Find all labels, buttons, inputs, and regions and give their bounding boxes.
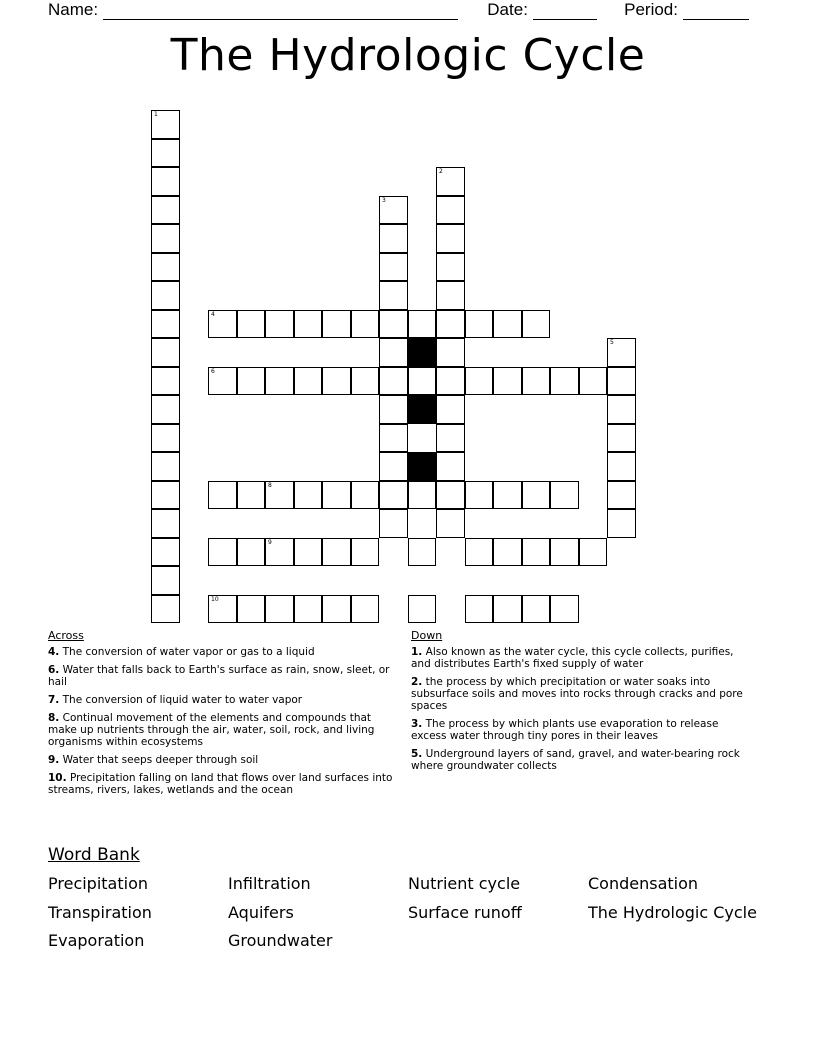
grid-cell[interactable]	[379, 196, 408, 225]
grid-cell[interactable]	[550, 367, 579, 396]
clue-num: 6.	[48, 664, 60, 676]
across-clue	[48, 772, 393, 796]
grid-cell[interactable]	[436, 167, 465, 196]
grid-cell[interactable]	[493, 595, 522, 624]
grid-cell[interactable]	[607, 338, 636, 367]
down-clues	[411, 630, 756, 778]
grid-cell[interactable]	[208, 538, 237, 567]
grid-cell[interactable]	[493, 538, 522, 567]
word-bank-item: Infiltration	[228, 874, 311, 893]
word-bank-item: Groundwater	[228, 931, 333, 950]
grid-cell[interactable]	[322, 595, 351, 624]
clue-num: 3.	[411, 718, 423, 730]
clue-number: 10	[211, 595, 219, 603]
grid-cell[interactable]	[550, 538, 579, 567]
across-clue	[48, 754, 393, 766]
grid-cell[interactable]	[379, 224, 408, 253]
grid-cell[interactable]	[379, 367, 408, 396]
black-square	[408, 338, 437, 367]
grid-cell[interactable]	[465, 595, 494, 624]
clue-number: 5	[610, 339, 614, 346]
grid-cell[interactable]	[379, 253, 408, 282]
grid-cell[interactable]	[436, 196, 465, 225]
across-clue	[48, 646, 393, 658]
grid-cell[interactable]	[151, 338, 180, 367]
across-heading: Across	[48, 629, 84, 642]
name-label: Name:	[48, 0, 99, 19]
grid-cell[interactable]	[265, 538, 294, 567]
grid-cell[interactable]	[237, 310, 266, 339]
grid-cell[interactable]	[493, 367, 522, 396]
clue-text: The conversion of liquid water to water vapor	[59, 694, 303, 706]
grid-cell[interactable]	[151, 310, 180, 339]
across-clue	[48, 664, 393, 688]
grid-cell[interactable]	[436, 224, 465, 253]
down-clue	[411, 748, 756, 772]
grid-cell[interactable]	[493, 481, 522, 510]
clue-num: 5.	[411, 748, 423, 760]
clue-text: Precipitation falling on land that flows over land surfaces into streams, rivers, lakes, wetlands and the ocean	[48, 772, 393, 796]
grid-cell[interactable]	[208, 481, 237, 510]
grid-cell[interactable]	[237, 481, 266, 510]
grid-cell[interactable]	[436, 253, 465, 282]
grid-cell[interactable]	[436, 338, 465, 367]
clue-num: 7.	[48, 694, 60, 706]
clue-number: 6	[211, 367, 215, 375]
grid-cell[interactable]	[151, 253, 180, 282]
grid-cell[interactable]	[607, 481, 636, 510]
clue-text: the process by which precipitation or water soaks into subsurface soils and moves into rocks through cracks and pore spaces	[411, 676, 743, 712]
grid-cell[interactable]	[436, 395, 465, 424]
grid-cell[interactable]	[151, 424, 180, 453]
grid-cell[interactable]	[294, 310, 323, 339]
grid-cell[interactable]	[265, 310, 294, 339]
grid-cell[interactable]	[607, 395, 636, 424]
across-clue	[48, 694, 393, 706]
grid-cell[interactable]	[607, 367, 636, 396]
clue-num: 1.	[411, 646, 423, 658]
grid-cell[interactable]	[151, 566, 180, 595]
grid-cell[interactable]	[408, 481, 437, 510]
grid-cell[interactable]	[351, 481, 380, 510]
grid-cell[interactable]	[265, 481, 294, 510]
page-title: The Hydrologic Cycle	[170, 30, 646, 81]
clue-number: 1	[154, 111, 158, 118]
grid-cell[interactable]	[465, 538, 494, 567]
grid-cell[interactable]	[379, 281, 408, 310]
grid-cell[interactable]	[522, 367, 551, 396]
grid-cell[interactable]	[151, 110, 180, 139]
grid-cell[interactable]	[294, 367, 323, 396]
clue-num: 9.	[48, 754, 60, 766]
period-label: Period:	[624, 0, 678, 19]
grid-cell[interactable]	[151, 196, 180, 225]
clue-num: 2.	[411, 676, 423, 688]
across-clue	[48, 712, 393, 748]
clue-text: Water that seeps deeper through soil	[59, 754, 259, 766]
grid-cell[interactable]	[151, 509, 180, 538]
grid-cell[interactable]	[208, 595, 237, 624]
clue-number: 2	[439, 168, 443, 175]
grid-cell[interactable]	[351, 538, 380, 567]
grid-cell[interactable]	[379, 395, 408, 424]
down-heading: Down	[411, 629, 443, 642]
grid-cell[interactable]	[436, 367, 465, 396]
grid-cell[interactable]	[351, 367, 380, 396]
grid-cell[interactable]	[322, 310, 351, 339]
clue-text: Underground layers of sand, gravel, and water-bearing rock where groundwater collects	[411, 748, 740, 772]
grid-cell[interactable]	[379, 481, 408, 510]
grid-cell[interactable]	[408, 538, 437, 567]
word-bank-item: Transpiration	[48, 902, 152, 922]
clue-number: 9	[268, 538, 272, 546]
grid-cell[interactable]	[379, 452, 408, 481]
word-bank-item: The Hydrologic Cycle	[588, 902, 757, 922]
grid-cell[interactable]	[294, 538, 323, 567]
grid-cell[interactable]	[379, 509, 408, 538]
grid-cell[interactable]	[379, 424, 408, 453]
grid-cell[interactable]	[151, 595, 180, 624]
clue-text: Continual movement of the elements and compounds that make up nutrients through the air, water, soil, rock, and living organisms within ecosystems	[48, 712, 375, 748]
grid-cell[interactable]	[436, 481, 465, 510]
down-clue	[411, 676, 756, 712]
grid-cell[interactable]	[436, 424, 465, 453]
black-square	[408, 452, 437, 481]
grid-cell[interactable]	[351, 595, 380, 624]
word-bank-heading: Word Bank	[48, 845, 140, 865]
clue-number: 8	[268, 481, 272, 489]
down-clue	[411, 646, 756, 670]
grid-cell[interactable]	[151, 395, 180, 424]
clue-num: 4.	[48, 646, 60, 658]
word-bank-item: Precipitation	[48, 874, 149, 893]
grid-cell[interactable]	[607, 424, 636, 453]
clue-text: The conversion of water vapor or gas to a liquid	[59, 646, 315, 658]
grid-cell[interactable]	[208, 367, 237, 396]
date-label: Date:	[487, 0, 528, 19]
grid-cell[interactable]	[579, 367, 608, 396]
grid-cell[interactable]	[522, 595, 551, 624]
word-bank-item: Nutrient cycle	[408, 874, 521, 893]
grid-cell[interactable]	[465, 481, 494, 510]
grid-cell[interactable]	[208, 310, 237, 339]
word-bank	[48, 874, 788, 960]
grid-cell[interactable]	[322, 481, 351, 510]
grid-cell[interactable]	[265, 367, 294, 396]
across-clues	[48, 630, 393, 802]
grid-cell[interactable]	[522, 538, 551, 567]
grid-cell[interactable]	[436, 310, 465, 339]
grid-cell[interactable]	[151, 139, 180, 168]
clue-num: 10.	[48, 772, 67, 784]
grid-cell[interactable]	[322, 538, 351, 567]
grid-cell[interactable]	[408, 595, 437, 624]
grid-cell[interactable]	[408, 367, 437, 396]
grid-cell[interactable]	[237, 538, 266, 567]
grid-cell[interactable]	[379, 310, 408, 339]
grid-cell[interactable]	[294, 595, 323, 624]
clue-text: Water that falls back to Earth's surface as rain, snow, sleet, or hail	[48, 664, 390, 688]
clue-text: The process by which plants use evaporation to release excess water through tiny pores in their leaves	[411, 718, 719, 742]
down-clue	[411, 718, 756, 742]
black-square	[408, 395, 437, 424]
grid-cell[interactable]	[151, 538, 180, 567]
grid-cell[interactable]	[550, 595, 579, 624]
grid-cell[interactable]	[151, 224, 180, 253]
grid-cell[interactable]	[151, 167, 180, 196]
grid-cell[interactable]	[237, 595, 266, 624]
grid-cell[interactable]	[522, 481, 551, 510]
grid-cell[interactable]	[151, 281, 180, 310]
word-bank-item: Condensation	[588, 874, 699, 893]
clue-text: Also known as the water cycle, this cycle collects, purifies, and distributes Earth's fixed supply of water	[411, 646, 734, 670]
grid-cell[interactable]	[436, 281, 465, 310]
clue-number: 4	[211, 310, 215, 318]
word-bank-item: Aquifers	[228, 902, 294, 922]
word-bank-item: Surface runoff	[408, 902, 522, 922]
grid-cell[interactable]	[351, 310, 380, 339]
grid-cell[interactable]	[265, 595, 294, 624]
grid-cell[interactable]	[522, 310, 551, 339]
grid-cell[interactable]	[465, 367, 494, 396]
word-bank-item: Evaporation	[48, 931, 145, 950]
grid-cell[interactable]	[322, 367, 351, 396]
clue-num: 8.	[48, 712, 60, 724]
grid-cell[interactable]	[151, 367, 180, 396]
grid-cell[interactable]	[493, 310, 522, 339]
grid-cell[interactable]	[607, 452, 636, 481]
grid-cell[interactable]	[579, 538, 608, 567]
grid-cell[interactable]	[151, 452, 180, 481]
clue-number: 3	[382, 196, 386, 204]
grid-cell[interactable]	[436, 452, 465, 481]
grid-cell[interactable]	[151, 481, 180, 510]
grid-cell[interactable]	[607, 509, 636, 538]
grid-cell[interactable]	[550, 481, 579, 510]
grid-cell[interactable]	[294, 481, 323, 510]
grid-cell[interactable]	[408, 310, 437, 339]
grid-cell[interactable]	[465, 310, 494, 339]
grid-cell[interactable]	[379, 338, 408, 367]
grid-cell[interactable]	[237, 367, 266, 396]
grid-cell[interactable]	[436, 509, 465, 538]
